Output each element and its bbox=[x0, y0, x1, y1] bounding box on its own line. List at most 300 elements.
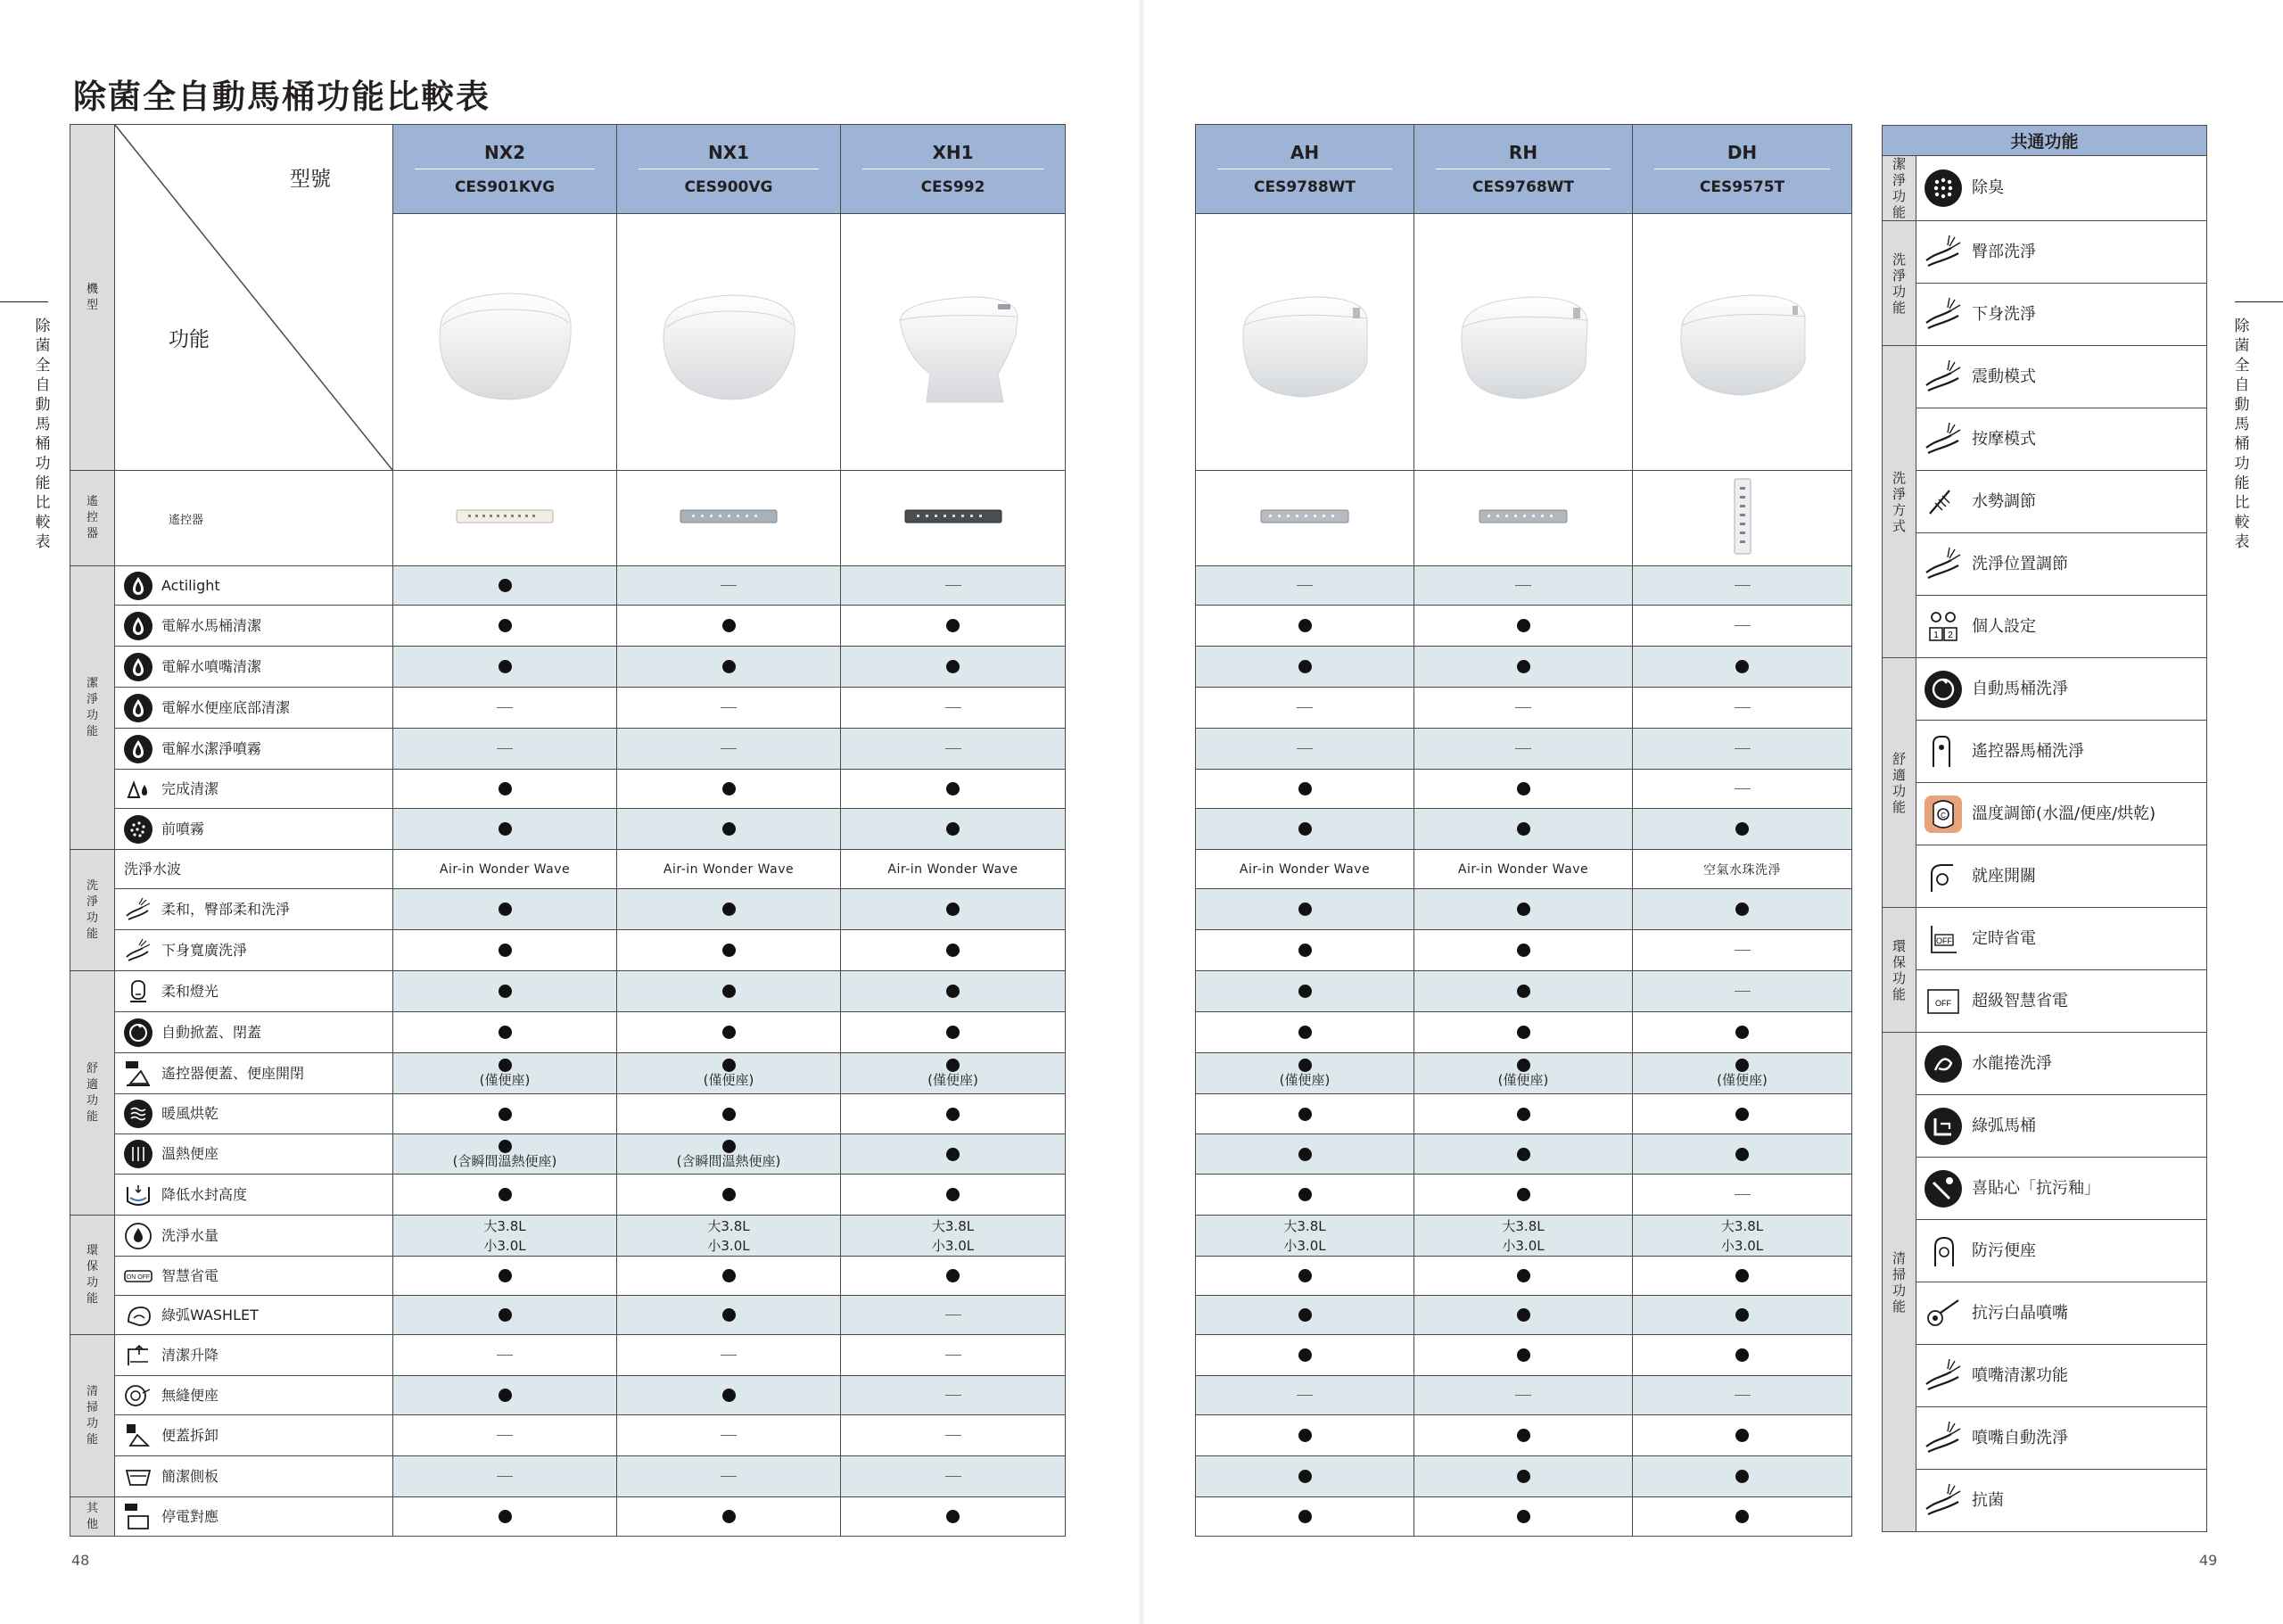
remote-image-dh bbox=[1633, 471, 1852, 566]
product-image-dh bbox=[1633, 214, 1852, 471]
oscillate-icon bbox=[1922, 356, 1965, 399]
dot-mark bbox=[1735, 660, 1749, 673]
feature-title: 簡潔側板 bbox=[161, 1467, 219, 1485]
water-level-icon bbox=[122, 1179, 154, 1211]
common-category: 環保功能 bbox=[1883, 908, 1916, 1033]
volume-line: 大3.8L bbox=[931, 1217, 975, 1234]
common-feature-item bbox=[1916, 1282, 2207, 1345]
feature-available-dot bbox=[393, 1257, 617, 1296]
dot-mark bbox=[1735, 1429, 1749, 1442]
feature-available-dot bbox=[841, 1257, 1066, 1296]
feature-available-dot bbox=[617, 770, 841, 809]
wash-wave-text: Air-in Wonder Wave bbox=[663, 861, 795, 877]
feature-available-dot bbox=[1414, 889, 1633, 930]
dot-mark bbox=[1298, 782, 1312, 796]
dot-mark bbox=[946, 660, 960, 673]
model-code: CES9768WT bbox=[1472, 178, 1574, 196]
toilet-image-xh1 bbox=[873, 274, 1034, 408]
dot-mark bbox=[1298, 1148, 1312, 1161]
feature-title: 下身寬廣洗淨 bbox=[161, 941, 248, 959]
wash-wave-value bbox=[1633, 850, 1852, 889]
feature-note: (僅便座) bbox=[703, 1072, 754, 1088]
dot-mark bbox=[1517, 985, 1530, 998]
dash-mark bbox=[1297, 585, 1313, 587]
feature-name-cell bbox=[115, 1497, 393, 1537]
feature-name-cell bbox=[115, 1175, 393, 1216]
svg-text:OFF: OFF bbox=[1935, 998, 1951, 1008]
category-clean: 潔淨功能 bbox=[70, 566, 115, 850]
rimless-icon bbox=[1922, 1105, 1965, 1148]
dot-mark bbox=[499, 1389, 512, 1402]
feature-title: 降低水封高度 bbox=[161, 1185, 248, 1203]
feature-title: 停電對應 bbox=[161, 1507, 219, 1525]
dash-mark bbox=[945, 1315, 961, 1316]
model-name: NX1 bbox=[639, 142, 819, 169]
feature-available-dot bbox=[1633, 1296, 1852, 1335]
common-feature-item bbox=[1916, 970, 2207, 1033]
dash-mark bbox=[945, 1355, 961, 1356]
feature-available-dot bbox=[1196, 889, 1414, 930]
auto-lid-icon bbox=[122, 1017, 154, 1049]
dot-mark bbox=[1735, 1026, 1749, 1039]
cefiontect-icon bbox=[1922, 1167, 1965, 1210]
dot-mark bbox=[946, 944, 960, 957]
power-save-icon bbox=[122, 1260, 154, 1292]
dot-mark bbox=[499, 985, 512, 998]
dot-mark bbox=[1298, 985, 1312, 998]
feature-row bbox=[1196, 1053, 1852, 1094]
seat-sensor-icon bbox=[1922, 855, 1965, 898]
common-feature-row bbox=[1883, 1220, 2207, 1282]
dot-mark bbox=[1298, 1269, 1312, 1282]
volume-line: 大3.8L bbox=[1502, 1217, 1545, 1234]
dot-mark bbox=[946, 1026, 960, 1039]
feature-name-cell bbox=[115, 1053, 393, 1094]
lift-icon bbox=[122, 1340, 154, 1372]
feature-row bbox=[70, 688, 1066, 729]
label-function: 功能 bbox=[169, 328, 210, 351]
dot-mark bbox=[722, 903, 736, 916]
feature-title: 電解水噴嘴清潔 bbox=[161, 657, 262, 675]
feature-available-dot bbox=[393, 1012, 617, 1053]
dot-mark bbox=[499, 782, 512, 796]
feature-unavailable-dash bbox=[393, 1456, 617, 1497]
dot-mark bbox=[1517, 1188, 1530, 1201]
feature-title: 柔和，臀部柔和洗淨 bbox=[161, 900, 291, 918]
model-code: CES992 bbox=[920, 178, 985, 196]
dot-mark bbox=[1517, 1148, 1530, 1161]
feature-available-dot bbox=[841, 1012, 1066, 1053]
feature-row bbox=[1196, 1296, 1852, 1335]
feature-available-dot bbox=[841, 770, 1066, 809]
feature-unavailable-dash bbox=[393, 1335, 617, 1376]
common-feature-row bbox=[1883, 1407, 2207, 1470]
dot-mark bbox=[946, 903, 960, 916]
dot-mark bbox=[1517, 1429, 1530, 1442]
feature-available-dot bbox=[841, 1094, 1066, 1134]
feature-title: 電解水潔淨噴霧 bbox=[161, 739, 262, 757]
wash-wave-text: Air-in Wonder Wave bbox=[1239, 861, 1371, 877]
feature-available-dot bbox=[1196, 1335, 1414, 1376]
volume-line: 大3.8L bbox=[1283, 1217, 1326, 1234]
side-tab-left: 除菌全自動馬桶功能比較表 bbox=[35, 317, 51, 551]
dash-mark bbox=[945, 1476, 961, 1478]
feature-row bbox=[1196, 850, 1852, 889]
personal-icon bbox=[1922, 606, 1965, 648]
dash-mark bbox=[1515, 585, 1531, 587]
feature-row bbox=[1196, 1134, 1852, 1175]
mist-icon bbox=[122, 813, 154, 845]
heat-seat-icon bbox=[122, 1138, 154, 1170]
feature-unavailable-dash bbox=[1196, 1376, 1414, 1415]
dot-mark bbox=[1517, 660, 1530, 673]
dot-mark bbox=[722, 782, 736, 796]
common-features-title: 共通功能 bbox=[1883, 126, 2207, 156]
dot-mark bbox=[1735, 1510, 1749, 1523]
dot-mark bbox=[1298, 1510, 1312, 1523]
model-name: NX2 bbox=[415, 142, 595, 169]
common-feature-title: 抗污白晶噴嘴 bbox=[1972, 1303, 2068, 1323]
nozzle-auto-icon bbox=[1922, 1417, 1965, 1460]
feature-row bbox=[70, 1497, 1066, 1537]
common-feature-title: 防污便座 bbox=[1972, 1241, 2036, 1260]
dot-mark bbox=[1735, 822, 1749, 836]
feature-name-cell bbox=[115, 1415, 393, 1456]
common-feature-title: 個人設定 bbox=[1972, 616, 2036, 636]
feature-available-dot bbox=[841, 1497, 1066, 1537]
dot-mark bbox=[722, 1389, 736, 1402]
remote-label: 遙控器 bbox=[115, 471, 393, 566]
feature-name-cell bbox=[115, 889, 393, 930]
feature-available-dot bbox=[1414, 1012, 1633, 1053]
dot-mark bbox=[946, 1188, 960, 1201]
dot-mark bbox=[499, 1308, 512, 1322]
model-name: AH bbox=[1217, 142, 1392, 169]
feature-unavailable-dash bbox=[617, 566, 841, 606]
drop-icon bbox=[122, 692, 154, 724]
common-feature-row bbox=[1883, 658, 2207, 721]
feature-unavailable-dash bbox=[617, 729, 841, 770]
common-feature-title: 噴嘴自動洗淨 bbox=[1972, 1428, 2068, 1447]
dot-mark bbox=[1735, 1470, 1749, 1483]
feature-available-dot bbox=[841, 1134, 1066, 1175]
dot-mark bbox=[722, 1308, 736, 1322]
dot-mark bbox=[722, 1059, 736, 1072]
timer-off-icon bbox=[1922, 918, 1965, 960]
feature-unavailable-dash bbox=[1414, 1376, 1633, 1415]
feature-unavailable-dash bbox=[841, 566, 1066, 606]
dot-mark bbox=[1298, 1348, 1312, 1362]
dash-mark bbox=[945, 585, 961, 587]
feature-row bbox=[70, 566, 1066, 606]
wash-wave-text: Air-in Wonder Wave bbox=[1457, 861, 1589, 877]
feature-row bbox=[1196, 1335, 1852, 1376]
feature-available-dot bbox=[617, 1012, 841, 1053]
svg-text:C: C bbox=[1941, 811, 1946, 820]
feature-row bbox=[1196, 1094, 1852, 1134]
feature-row bbox=[70, 1053, 1066, 1094]
volume-line: 小3.0L bbox=[931, 1237, 975, 1254]
feature-unavailable-dash bbox=[1196, 688, 1414, 729]
volume-line: 小3.0L bbox=[707, 1237, 750, 1254]
feature-row bbox=[70, 1134, 1066, 1175]
page-title: 除菌全自動馬桶功能比較表 bbox=[73, 78, 490, 116]
feature-note: (僅便座) bbox=[1497, 1072, 1549, 1088]
feature-available-dot bbox=[1196, 770, 1414, 809]
dot-mark bbox=[1298, 1429, 1312, 1442]
feature-unavailable-dash bbox=[617, 1456, 841, 1497]
feature-available-dot bbox=[1414, 1415, 1633, 1456]
dot-mark bbox=[722, 985, 736, 998]
dot-mark bbox=[1517, 822, 1530, 836]
feature-name-cell bbox=[115, 770, 393, 809]
dot-mark bbox=[946, 782, 960, 796]
common-feature-title: 自動馬桶洗淨 bbox=[1972, 679, 2068, 698]
dot-mark bbox=[1517, 1510, 1530, 1523]
common-feature-row bbox=[1883, 408, 2207, 471]
feature-name-cell bbox=[115, 809, 393, 850]
feature-unavailable-dash bbox=[393, 729, 617, 770]
remote-control-icon bbox=[1479, 507, 1568, 525]
dash-mark bbox=[1735, 991, 1751, 993]
remote-control-icon bbox=[904, 507, 1002, 525]
feature-name-cell bbox=[115, 1257, 393, 1296]
feature-row bbox=[70, 1415, 1066, 1456]
dot-mark bbox=[499, 1026, 512, 1039]
dot-mark bbox=[499, 903, 512, 916]
spray-icon bbox=[122, 935, 154, 967]
volume-line: 大3.8L bbox=[707, 1217, 750, 1234]
model-code: CES901KVG bbox=[454, 178, 556, 196]
feature-available-dot bbox=[393, 1296, 617, 1335]
feature-unavailable-dash bbox=[393, 1415, 617, 1456]
dash-mark bbox=[1735, 625, 1751, 627]
feature-available-dot bbox=[1414, 809, 1633, 850]
dash-mark bbox=[945, 748, 961, 750]
feature-name-cell bbox=[115, 1216, 393, 1257]
dot-mark bbox=[722, 1510, 736, 1523]
feature-available-dot bbox=[1196, 1456, 1414, 1497]
volume-line: 大3.8L bbox=[1720, 1217, 1764, 1234]
dash-mark bbox=[1297, 1395, 1313, 1397]
dot-mark bbox=[499, 1059, 512, 1072]
feature-row bbox=[70, 1456, 1066, 1497]
feature-row bbox=[1196, 930, 1852, 971]
common-feature-row bbox=[1883, 783, 2207, 845]
feature-available-dot bbox=[617, 809, 841, 850]
remote-image-ah bbox=[1196, 471, 1414, 566]
feature-available-dot bbox=[393, 889, 617, 930]
feature-unavailable-dash bbox=[841, 688, 1066, 729]
feature-unavailable-dash bbox=[1633, 1175, 1852, 1216]
feature-title: 智慧省電 bbox=[161, 1266, 219, 1284]
feature-unavailable-dash bbox=[1414, 566, 1633, 606]
feature-available-dot bbox=[1633, 1257, 1852, 1296]
seamless-seat-icon bbox=[122, 1380, 154, 1412]
dot-mark bbox=[499, 1140, 512, 1153]
feature-available-dot bbox=[1414, 971, 1633, 1012]
feature-available-dot bbox=[1633, 647, 1852, 688]
feature-available-dot bbox=[1414, 1175, 1633, 1216]
category-remote: 遙控器 bbox=[70, 471, 115, 566]
common-feature-title: 綠弧馬桶 bbox=[1972, 1116, 2036, 1135]
feature-unavailable-dash bbox=[617, 1415, 841, 1456]
feature-row bbox=[70, 1296, 1066, 1335]
common-feature-title: 定時省電 bbox=[1972, 928, 2036, 948]
common-feature-row bbox=[1883, 1282, 2207, 1345]
feature-available-dot bbox=[1196, 1415, 1414, 1456]
common-feature-title: 臀部洗淨 bbox=[1972, 242, 2036, 261]
dash-mark bbox=[497, 1476, 513, 1478]
nozzle-clean-icon bbox=[1922, 1355, 1965, 1397]
common-feature-item bbox=[1916, 408, 2207, 471]
wash-wave-value bbox=[841, 850, 1066, 889]
feature-available-dot bbox=[841, 809, 1066, 850]
feature-row bbox=[70, 1335, 1066, 1376]
feature-available-dot bbox=[393, 1175, 617, 1216]
water-volume-value bbox=[393, 1216, 617, 1257]
feature-available-with-note bbox=[393, 1053, 617, 1094]
dot-mark bbox=[1735, 1148, 1749, 1161]
feature-available-dot bbox=[1196, 809, 1414, 850]
feature-available-dot bbox=[1196, 647, 1414, 688]
toilet-image-nx1 bbox=[648, 274, 809, 408]
feature-note: (僅便座) bbox=[1717, 1072, 1768, 1088]
feature-row bbox=[1196, 1456, 1852, 1497]
remote-image-xh1 bbox=[841, 471, 1066, 566]
model-header-rh bbox=[1414, 125, 1633, 214]
feature-unavailable-dash bbox=[1633, 1376, 1852, 1415]
dot-mark bbox=[1517, 619, 1530, 632]
dot-mark bbox=[1517, 1059, 1530, 1072]
feature-name-cell bbox=[115, 566, 393, 606]
dot-mark bbox=[1298, 903, 1312, 916]
common-feature-item bbox=[1916, 783, 2207, 845]
feature-available-dot bbox=[393, 1376, 617, 1415]
spray-icon bbox=[122, 894, 154, 926]
feature-name-cell bbox=[115, 1376, 393, 1415]
wash-wave-text: 空氣水珠洗淨 bbox=[1703, 862, 1781, 878]
remote-image-rh bbox=[1414, 471, 1633, 566]
dot-mark bbox=[1517, 1269, 1530, 1282]
pressure-icon bbox=[1922, 481, 1965, 523]
feature-available-dot bbox=[1633, 1415, 1852, 1456]
drop-icon bbox=[122, 610, 154, 642]
feature-available-dot bbox=[1414, 930, 1633, 971]
feature-row bbox=[70, 1257, 1066, 1296]
feature-row bbox=[1196, 647, 1852, 688]
model-code: CES9788WT bbox=[1254, 178, 1356, 196]
product-image-rh bbox=[1414, 214, 1633, 471]
common-feature-item bbox=[1916, 1470, 2207, 1532]
model-code: CES900VG bbox=[684, 178, 773, 196]
common-feature-row bbox=[1883, 1158, 2207, 1220]
feature-row bbox=[1196, 1376, 1852, 1415]
svg-text:OFF: OFF bbox=[1936, 936, 1952, 945]
model-header-nx1 bbox=[617, 125, 841, 214]
feature-row bbox=[70, 971, 1066, 1012]
drop-icon bbox=[122, 651, 154, 683]
feature-row bbox=[70, 729, 1066, 770]
feature-title: 完成清潔 bbox=[161, 779, 219, 797]
feature-available-dot bbox=[617, 889, 841, 930]
feature-available-dot bbox=[393, 1497, 617, 1537]
massage-icon bbox=[1922, 418, 1965, 461]
feature-name-cell bbox=[115, 729, 393, 770]
wash-wave-value bbox=[1414, 850, 1633, 889]
side-rule-left bbox=[0, 301, 48, 302]
common-category: 潔淨功能 bbox=[1883, 156, 1916, 221]
dash-mark bbox=[1735, 748, 1751, 750]
remote-control-icon bbox=[680, 507, 778, 525]
common-category: 舒適功能 bbox=[1883, 658, 1916, 908]
feature-row bbox=[70, 1094, 1066, 1134]
wash-wave-text: Air-in Wonder Wave bbox=[887, 861, 1018, 877]
feature-available-dot bbox=[841, 647, 1066, 688]
feature-title: 洗淨水波 bbox=[124, 860, 182, 878]
dash-mark bbox=[945, 1435, 961, 1437]
toilet-image-dh bbox=[1662, 274, 1823, 408]
dot-mark bbox=[499, 1269, 512, 1282]
dot-mark bbox=[1517, 1026, 1530, 1039]
volume-line: 小3.0L bbox=[483, 1237, 526, 1254]
dot-mark bbox=[1298, 1188, 1312, 1201]
feature-row bbox=[1196, 566, 1852, 606]
diagonal-line bbox=[115, 125, 392, 470]
antibacterial-icon bbox=[1922, 1480, 1965, 1522]
common-feature-item bbox=[1916, 156, 2207, 221]
feature-available-dot bbox=[393, 930, 617, 971]
feature-available-dot bbox=[617, 1094, 841, 1134]
page-gutter bbox=[1140, 0, 1143, 1624]
feature-available-dot bbox=[1196, 1094, 1414, 1134]
feature-available-dot bbox=[1633, 809, 1852, 850]
dot-mark bbox=[1735, 1348, 1749, 1362]
temperature-icon bbox=[1922, 793, 1965, 836]
dot-mark bbox=[1517, 1308, 1530, 1322]
feature-title: 自動掀蓋、閉蓋 bbox=[161, 1023, 262, 1041]
feature-available-dot bbox=[1414, 1296, 1633, 1335]
dot-mark bbox=[946, 1059, 960, 1072]
common-feature-row bbox=[1883, 845, 2207, 908]
feature-available-dot bbox=[841, 971, 1066, 1012]
feature-note: (含瞬間溫熱便座) bbox=[676, 1152, 781, 1169]
common-feature-row bbox=[1883, 471, 2207, 533]
feature-row bbox=[1196, 688, 1852, 729]
water-volume-value bbox=[841, 1216, 1066, 1257]
dot-mark bbox=[1735, 903, 1749, 916]
common-feature-item bbox=[1916, 908, 2207, 970]
dash-mark bbox=[1735, 788, 1751, 790]
feature-row bbox=[70, 1216, 1066, 1257]
feature-unavailable-dash bbox=[1633, 606, 1852, 647]
feature-row bbox=[1196, 1175, 1852, 1216]
feature-row bbox=[1196, 606, 1852, 647]
feature-available-dot bbox=[1414, 1257, 1633, 1296]
label-model: 型號 bbox=[290, 168, 331, 191]
dot-mark bbox=[1298, 1059, 1312, 1072]
dash-mark bbox=[721, 585, 737, 587]
feature-available-dot bbox=[1414, 1335, 1633, 1376]
remote-control-icon bbox=[456, 507, 554, 525]
feature-available-with-note bbox=[617, 1134, 841, 1175]
wash-wave-value bbox=[617, 850, 841, 889]
feature-row bbox=[70, 1012, 1066, 1053]
feature-available-dot bbox=[1196, 930, 1414, 971]
model-header-ah bbox=[1196, 125, 1414, 214]
dot-mark bbox=[499, 1108, 512, 1121]
product-image-xh1 bbox=[841, 214, 1066, 471]
